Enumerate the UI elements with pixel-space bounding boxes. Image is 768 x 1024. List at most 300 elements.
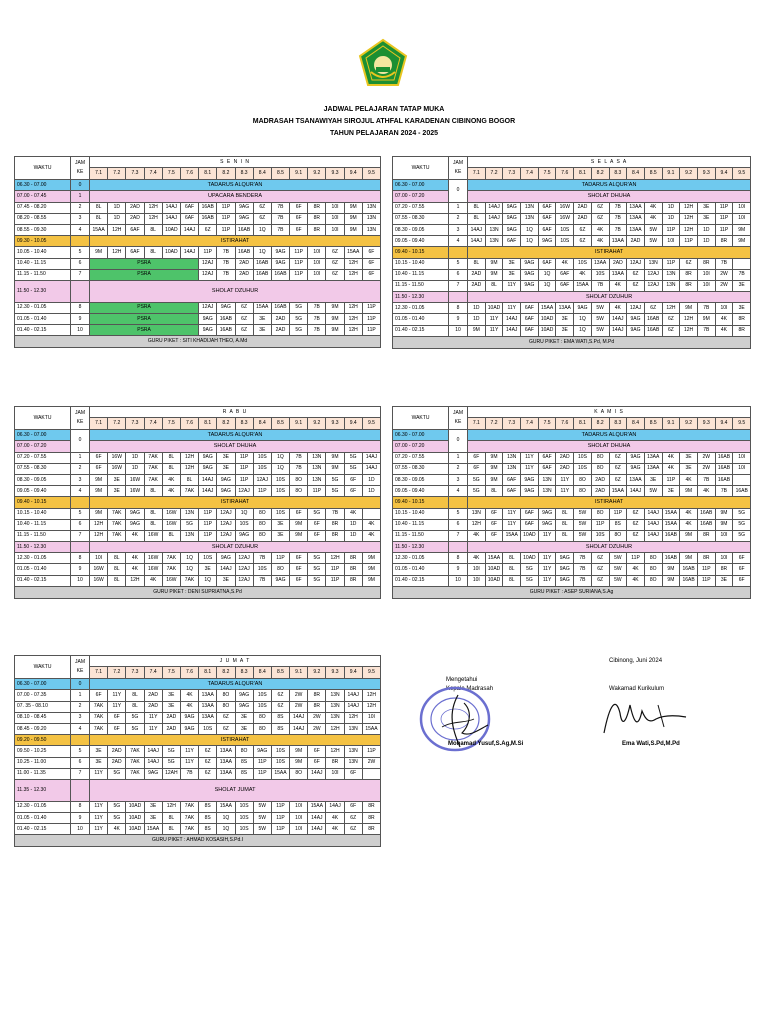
subject-cell: 10I — [733, 202, 751, 213]
subject-cell: 7B — [290, 452, 308, 463]
subject-cell: 7B — [574, 575, 592, 586]
time-cell: 09.05 - 09.40 — [393, 236, 449, 247]
class-header: 7.1 — [468, 418, 486, 430]
subject-cell: 6Z — [591, 202, 609, 213]
subject-cell: 7B — [271, 213, 289, 224]
subject-cell: 4K — [715, 325, 733, 336]
table-row — [15, 191, 381, 202]
subject-cell: 9M — [290, 757, 308, 768]
subject-cell: 2AD — [235, 269, 253, 280]
subject-cell: 13N — [362, 213, 380, 224]
subject-cell: 3E — [503, 269, 521, 280]
subject-cell: 5W — [591, 303, 609, 314]
subject-cell: 10S — [199, 553, 217, 564]
subject-cell: 3E — [733, 303, 751, 314]
waktu-header: WAKTU — [15, 157, 71, 180]
table-row — [15, 213, 381, 224]
subject-cell: 9M — [290, 746, 308, 757]
subject-cell: 4K — [180, 701, 198, 712]
class-header: 7.4 — [521, 418, 539, 430]
jam-cell: 2 — [71, 701, 90, 712]
subject-cell: 6AF — [556, 280, 574, 291]
subject-cell: 7B — [697, 303, 715, 314]
class-header: 8.3 — [609, 168, 627, 180]
guru-piket: GURU PIKET : AHMAD KOSASIH,S.Pd.I — [15, 835, 381, 847]
subject-cell: 7AK — [126, 768, 144, 779]
subject-cell: 2AD — [126, 202, 144, 213]
subject-cell: 16AB — [217, 325, 235, 336]
subject-cell: 10S — [235, 813, 253, 824]
subject-cell: 4K — [680, 474, 698, 485]
time-cell: 08.20 - 08.55 — [15, 213, 71, 224]
jam-cell: 6 — [449, 519, 468, 530]
subject-cell: 8R — [308, 690, 326, 701]
jam-ke-header — [71, 656, 90, 679]
subject-cell: 6F — [290, 508, 308, 519]
subject-cell: 11P — [715, 213, 733, 224]
subject-cell: 9AG — [538, 519, 556, 530]
subject-cell: 13N — [344, 746, 362, 757]
subject-cell: 7AK — [126, 746, 144, 757]
subject-cell: 2AD — [108, 757, 126, 768]
subject-cell: 1Q — [538, 269, 556, 280]
subject-cell: 14AJ — [290, 723, 308, 734]
subject-cell: 6AF — [538, 202, 556, 213]
subject-cell: 6F — [290, 224, 308, 235]
jam-cell — [449, 542, 468, 553]
subject-cell: 7AK — [180, 575, 198, 586]
subject-cell: 9AG — [235, 701, 253, 712]
subject-cell: 3E — [217, 463, 235, 474]
subject-cell: 6Z — [644, 303, 662, 314]
subject-cell: 13AA — [217, 757, 235, 768]
jam-cell: 6 — [71, 258, 90, 269]
table-row — [393, 463, 751, 474]
subject-cell: 7B — [609, 202, 627, 213]
class-header: 9.4 — [715, 418, 733, 430]
ke-label: KE — [76, 419, 84, 426]
subject-cell: 11Y — [556, 486, 574, 497]
subject-cell: 16W — [90, 564, 108, 575]
subject-cell: 5G — [344, 463, 362, 474]
time-cell: 09.50 - 10.25 — [15, 746, 71, 757]
jam-cell: 7 — [449, 530, 468, 541]
class-header: 7.2 — [108, 168, 126, 180]
subject-cell: 8O — [644, 564, 662, 575]
subject-cell: 11Y — [521, 452, 539, 463]
subject-cell: 1D — [344, 519, 362, 530]
table-row — [15, 202, 381, 213]
subject-cell: 8R — [733, 314, 751, 325]
jam-cell: 2 — [71, 202, 90, 213]
subject-cell: 13N — [485, 236, 503, 247]
subject-cell: 6F — [733, 575, 751, 586]
subject-cell: 10I — [90, 553, 108, 564]
subject-cell: 15AA — [503, 530, 521, 541]
table-row — [15, 553, 381, 564]
table-row — [15, 679, 381, 690]
time-cell: 01.40 - 02.15 — [15, 325, 71, 336]
subject-cell: 10I — [326, 768, 344, 779]
subject-cell: 11Y — [538, 564, 556, 575]
subject-cell: 13N — [362, 224, 380, 235]
subject-cell: 11P — [199, 530, 217, 541]
class-header: 8.4 — [253, 667, 271, 679]
subject-cell: 9M — [662, 564, 680, 575]
subject-cell: 11P — [290, 258, 308, 269]
subject-cell: 6F — [290, 553, 308, 564]
time-cell: 09.40 - 10.15 — [15, 497, 71, 508]
subject-cell: 13N — [362, 202, 380, 213]
time-cell: 11.15 - 11.50 — [393, 530, 449, 541]
subject-cell: 6F — [362, 247, 380, 258]
table-row — [15, 302, 381, 313]
subject-cell: 15AA — [538, 303, 556, 314]
subject-cell: 15AA — [344, 247, 362, 258]
subject-cell: 9M — [680, 486, 698, 497]
subject-cell: 12H — [680, 224, 698, 235]
subject-cell: 15AA — [574, 280, 592, 291]
class-header: 7.2 — [108, 667, 126, 679]
subject-cell: 6F — [485, 508, 503, 519]
subject-cell: 2AD — [162, 723, 180, 734]
table-row — [15, 224, 381, 235]
subject-cell: 5G — [290, 302, 308, 313]
subject-cell: 16AB — [662, 530, 680, 541]
jam-cell: 2 — [449, 213, 468, 224]
jam-ke-header — [71, 407, 90, 430]
subject-cell: 8L — [144, 247, 162, 258]
time-cell: 12.30 - 01.05 — [15, 302, 71, 313]
subject-cell: 8L — [162, 463, 180, 474]
subject-cell: 7B — [290, 463, 308, 474]
subject-cell: 8S — [235, 757, 253, 768]
subject-cell: 14AJ — [326, 801, 344, 812]
subject-cell: 8S — [271, 723, 289, 734]
subject-cell: 3E — [217, 575, 235, 586]
subject-cell: 1Q — [574, 325, 592, 336]
jam-cell: 8 — [71, 302, 90, 313]
subject-cell: 9M — [680, 553, 698, 564]
subject-cell: 13N — [180, 508, 198, 519]
time-cell: 01.05 - 01.40 — [15, 813, 71, 824]
subject-cell: 1D — [697, 224, 715, 235]
table-row — [393, 191, 751, 202]
subject-cell: 7AK — [90, 701, 108, 712]
subject-cell: 1D — [126, 452, 144, 463]
subject-cell: 8R — [680, 269, 698, 280]
subject-cell: 10S — [253, 701, 271, 712]
subject-cell: 11Y — [503, 303, 521, 314]
subject-cell — [362, 768, 380, 779]
subject-cell: 11Y — [144, 723, 162, 734]
table-row — [15, 280, 381, 302]
class-header: 7.6 — [556, 168, 574, 180]
subject-cell: 13N — [662, 269, 680, 280]
subject-cell: 13N — [308, 474, 326, 485]
subject-cell: 16AB — [697, 519, 715, 530]
subject-cell: 11Y — [538, 553, 556, 564]
jam-cell: 3 — [449, 224, 468, 235]
class-header: 7.4 — [521, 168, 539, 180]
time-cell: 07.20 - 07.55 — [393, 452, 449, 463]
jam-cell: 6 — [71, 757, 90, 768]
subject-cell: 7B — [591, 280, 609, 291]
subject-cell: 8R — [308, 224, 326, 235]
waktu-header: WAKTU — [15, 656, 71, 679]
subject-cell: 6F — [344, 474, 362, 485]
table-row — [15, 824, 381, 835]
subject-cell: 15AA — [144, 824, 162, 835]
subject-cell: 6Z — [574, 224, 592, 235]
subject-cell: 1Q — [217, 813, 235, 824]
table-row — [393, 474, 751, 485]
table-row — [15, 575, 381, 586]
class-header: 7.6 — [180, 418, 198, 430]
subject-cell: 6Z — [627, 269, 645, 280]
subject-cell: 8L — [556, 508, 574, 519]
jam-cell: 7 — [71, 768, 90, 779]
table-row — [15, 508, 381, 519]
time-cell: 08.30 - 09.05 — [393, 224, 449, 235]
time-cell: 01.05 - 01.40 — [393, 564, 449, 575]
subject-cell: 7B — [715, 258, 733, 269]
table-row — [15, 542, 381, 553]
table-row — [393, 269, 751, 280]
subject-cell: 5G — [468, 486, 486, 497]
subject-cell: 11P — [662, 474, 680, 485]
subject-cell: 8L — [556, 530, 574, 541]
subject-cell: 13AA — [609, 236, 627, 247]
time-cell: 11.00 - 11.35 — [15, 768, 71, 779]
time-cell: 07.55 - 08.30 — [393, 463, 449, 474]
table-row — [15, 463, 381, 474]
subject-cell: 6Z — [662, 314, 680, 325]
subject-cell: 10S — [591, 530, 609, 541]
subject-cell: 2W — [308, 712, 326, 723]
subject-cell: 7B — [253, 553, 271, 564]
subject-cell: 8L — [144, 508, 162, 519]
subject-cell: 8O — [644, 575, 662, 586]
subject-cell: 13AA — [644, 463, 662, 474]
subject-cell: 2AD — [556, 463, 574, 474]
class-header: 9.3 — [697, 418, 715, 430]
subject-cell: 10I — [733, 463, 751, 474]
table-row — [393, 213, 751, 224]
class-header: 7.1 — [90, 168, 108, 180]
time-cell: 08.30 - 09.05 — [393, 474, 449, 485]
subject-cell: 2W — [715, 269, 733, 280]
subject-cell: 9M — [326, 325, 344, 336]
subject-cell: 4K — [662, 452, 680, 463]
subject-cell: 6F — [308, 757, 326, 768]
subject-cell: 13AA — [627, 474, 645, 485]
subject-cell: 16W — [126, 486, 144, 497]
subject-cell: 4K — [362, 530, 380, 541]
subject-cell: 8L — [144, 486, 162, 497]
subject-cell: 2AD — [162, 712, 180, 723]
table-row — [393, 247, 751, 258]
class-header: 9.2 — [308, 667, 326, 679]
subject-cell: 7B — [271, 224, 289, 235]
subject-cell: 6Z — [591, 564, 609, 575]
subject-cell: 14AJ — [609, 325, 627, 336]
subject-cell: 9AG — [556, 575, 574, 586]
subject-cell: 2AD — [556, 452, 574, 463]
subject-cell: 7B — [697, 474, 715, 485]
jam-cell: 3 — [449, 474, 468, 485]
subject-cell: 10S — [199, 723, 217, 734]
subject-cell: 16AB — [271, 302, 289, 313]
subject-cell: 6Z — [627, 519, 645, 530]
subject-cell: 14AJ — [162, 202, 180, 213]
subject-cell — [733, 474, 751, 485]
schedule-table-rabu — [14, 406, 381, 599]
time-cell: 01.40 - 02.15 — [15, 824, 71, 835]
subject-cell: 9AG — [199, 314, 217, 325]
subject-cell: 13AA — [556, 303, 574, 314]
time-cell: 09.05 - 09.40 — [393, 486, 449, 497]
subject-cell: 6Z — [199, 768, 217, 779]
subject-cell: 7AK — [144, 463, 162, 474]
subject-cell: 12H — [326, 553, 344, 564]
subject-cell: 2AD — [108, 746, 126, 757]
subject-cell: 10I — [326, 224, 344, 235]
subject-cell: 10I — [326, 202, 344, 213]
subject-cell: 3E — [235, 723, 253, 734]
time-cell: 07.00 - 07.20 — [393, 441, 449, 452]
subject-cell: 5G — [733, 519, 751, 530]
subject-cell: 12AJ — [199, 258, 217, 269]
subject-cell: 11Y — [503, 280, 521, 291]
class-header: 8.1 — [199, 667, 217, 679]
class-header: 8.4 — [253, 168, 271, 180]
subject-cell: 8R — [697, 553, 715, 564]
jam-cell: 0 — [71, 679, 90, 690]
subject-cell: 8O — [591, 463, 609, 474]
subject-cell: 14AJ — [468, 224, 486, 235]
class-header: 7.2 — [485, 168, 503, 180]
table-row — [15, 247, 381, 258]
class-header: 8.2 — [217, 418, 235, 430]
subject-cell: 6F — [90, 690, 108, 701]
table-row — [393, 236, 751, 247]
subject-cell: 2AD — [627, 236, 645, 247]
subject-cell: 7B — [609, 213, 627, 224]
subject-cell: 16W — [108, 452, 126, 463]
subject-cell: 6F — [90, 463, 108, 474]
activity-cell: SHOLAT JUMAT — [90, 779, 381, 801]
subject-cell: 6Z — [609, 463, 627, 474]
table-row — [393, 575, 751, 586]
class-header: 8.3 — [235, 168, 253, 180]
jam-cell: 4 — [71, 224, 90, 235]
subject-cell: 16AB — [199, 202, 217, 213]
jam-cell — [71, 497, 90, 508]
activity-cell: SHOLAT DHUHA — [468, 191, 751, 202]
subject-cell: 1Q — [180, 553, 198, 564]
subject-cell: 8L — [144, 519, 162, 530]
time-cell: 10.25 - 11.00 — [15, 757, 71, 768]
subject-cell: 10I — [733, 213, 751, 224]
subject-cell: 11Y — [144, 712, 162, 723]
class-header: 8.1 — [199, 418, 217, 430]
subject-cell: 16W — [162, 519, 180, 530]
subject-cell: 15AA — [609, 486, 627, 497]
subject-cell: 14AJ — [162, 213, 180, 224]
subject-cell — [362, 508, 380, 519]
subject-cell: 4K — [644, 213, 662, 224]
table-row — [15, 801, 381, 812]
subject-cell: 12AJ — [235, 564, 253, 575]
jam-cell: 9 — [449, 314, 468, 325]
subject-cell: 4K — [344, 508, 362, 519]
subject-cell: 4K — [644, 202, 662, 213]
subject-cell: 3E — [271, 519, 289, 530]
subject-cell: 5W — [609, 564, 627, 575]
subject-cell: 1Q — [253, 224, 271, 235]
subject-cell: 1Q — [271, 463, 289, 474]
subject-cell: 2AD — [468, 280, 486, 291]
subject-cell: 7B — [326, 508, 344, 519]
subject-cell: 12H — [362, 701, 380, 712]
subject-cell: 7B — [217, 258, 235, 269]
subject-cell: 5W — [253, 801, 271, 812]
subject-cell: 9AG — [144, 768, 162, 779]
subject-cell: 11P — [662, 224, 680, 235]
subject-cell: 10S — [253, 564, 271, 575]
table-row — [15, 564, 381, 575]
subject-cell: 1D — [662, 202, 680, 213]
table-row — [15, 236, 381, 247]
class-header: 9.5 — [733, 418, 751, 430]
subject-cell: 16AB — [715, 463, 733, 474]
subject-cell: 4K — [468, 553, 486, 564]
subject-cell: 2AD — [271, 325, 289, 336]
time-cell: 08.45 - 09.20 — [15, 723, 71, 734]
subject-cell: 15AA — [308, 801, 326, 812]
class-header: 7.5 — [162, 168, 180, 180]
waktu-header: WAKTU — [15, 407, 71, 430]
subject-cell: 7AK — [126, 757, 144, 768]
jam-cell: 9 — [71, 314, 90, 325]
subject-cell: 9AG — [503, 213, 521, 224]
time-cell: 07.45 - 08.20 — [15, 202, 71, 213]
subject-cell: 10I — [468, 564, 486, 575]
subject-cell: 6AF — [538, 452, 556, 463]
subject-cell: 9AG — [235, 690, 253, 701]
subject-cell: 2AD — [271, 314, 289, 325]
subject-cell: 10I — [326, 213, 344, 224]
table-row — [393, 303, 751, 314]
subject-cell: 5G — [162, 757, 180, 768]
subject-cell: 9AG — [199, 452, 217, 463]
subject-cell: 8R — [715, 236, 733, 247]
subject-cell: 12H — [680, 202, 698, 213]
subject-cell: 8R — [326, 519, 344, 530]
subject-cell: 6Z — [235, 325, 253, 336]
jam-cell — [71, 236, 90, 247]
subject-cell: 5W — [574, 508, 592, 519]
class-header: 7.4 — [144, 168, 162, 180]
subject-cell: 2AD — [591, 486, 609, 497]
time-cell: 10.15 - 10.40 — [393, 258, 449, 269]
time-cell: 11.15 - 11.50 — [15, 530, 71, 541]
subject-cell: 8O — [253, 723, 271, 734]
subject-cell: 11Y — [485, 325, 503, 336]
jam-label: JAM — [453, 160, 463, 167]
subject-cell: 2AD — [235, 258, 253, 269]
